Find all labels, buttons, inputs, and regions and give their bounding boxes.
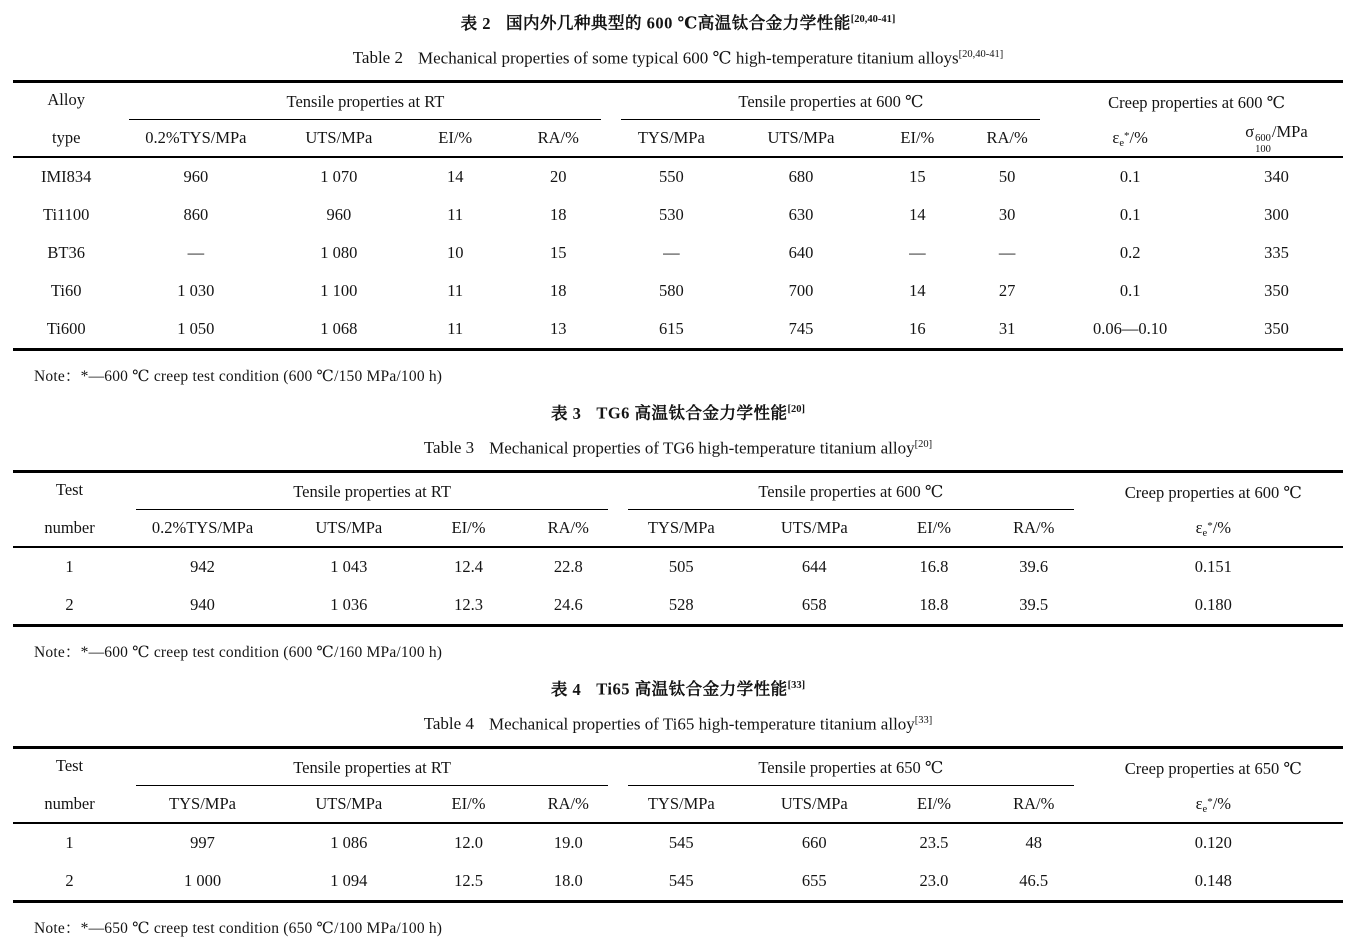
table4-col1-line2: number: [44, 794, 95, 814]
table2-group-creep-600: Creep properties at 600 ℃: [1108, 93, 1286, 113]
table-cell: 16.8: [919, 557, 949, 577]
table-cell: 1 036: [330, 595, 368, 615]
table2-col-creep-strain: $\varepsilon_e^*/\%$: [1112, 127, 1148, 149]
table-cell: 350: [1264, 319, 1289, 339]
table-cell: 0.1: [1119, 205, 1141, 225]
table-cell: 14: [446, 167, 464, 187]
table-cell: —: [663, 243, 680, 263]
table2-col-ht-ra: RA/%: [986, 128, 1028, 148]
table2-title-en: [13, 43, 1343, 70]
table-cell: 2: [65, 595, 74, 615]
table-cell: 615: [658, 319, 684, 339]
table-row: [13, 586, 1343, 626]
table-cell: 1 080: [320, 243, 358, 263]
table-row: [13, 196, 1343, 234]
table3-col-test-number: [13, 472, 126, 548]
table2-title-cn: [13, 8, 1343, 35]
table4-col1-line1: Test: [55, 756, 84, 776]
table-cell: 10: [446, 243, 464, 263]
table4-group-tensile-rt: Tensile properties at RT: [126, 748, 618, 787]
table2-en-text: Mechanical properties of some typical 600 ℃ high-temperature titanium alloys: [417, 48, 959, 68]
table3-section: [13, 398, 1343, 662]
table4-title-en: [13, 709, 1343, 736]
table3-note: Note：*—600 ℃ creep test condition (600 ℃/160 MPa/100 h): [34, 644, 443, 662]
table4-col-rt-ei: EI/%: [451, 794, 486, 814]
table4-col-ht-tys: TYS/MPa: [647, 794, 715, 814]
table4-en-text: Mechanical properties of Ti65 high-temperature titanium alloy: [488, 714, 915, 734]
table-cell: 1 000: [183, 871, 222, 891]
table-row: [13, 547, 1343, 586]
table-cell: 30: [998, 205, 1016, 225]
table4-group-creep-650: Creep properties at 650 ℃: [1124, 759, 1302, 779]
table4-en-reference: [33]: [914, 714, 933, 726]
table-cell: 528: [668, 595, 694, 615]
table-cell: 545: [668, 833, 694, 853]
table-cell: 0.1: [1119, 167, 1141, 187]
table3-en-number: Table 3: [423, 438, 475, 458]
table4-col-test-number: [13, 748, 126, 824]
table4: [13, 746, 1343, 903]
table2-col-rt-uts: UTS/MPa: [305, 128, 373, 148]
table-cell: 1 050: [177, 319, 215, 339]
table3: [13, 470, 1343, 627]
table-cell: 580: [658, 281, 684, 301]
table3-col-ht-ei: EI/%: [917, 518, 951, 538]
table-cell: 0.1: [1119, 281, 1141, 301]
table-cell: Ti600: [46, 319, 86, 339]
table-cell: 700: [788, 281, 814, 301]
table2: [13, 80, 1343, 351]
table-cell: 1 043: [330, 557, 368, 577]
table-cell: 16: [909, 319, 926, 339]
table3-en-reference: [20]: [914, 438, 933, 450]
table3-col1-line1: Test: [55, 480, 84, 500]
table-cell: 1 068: [320, 319, 358, 339]
table-row: [13, 234, 1343, 272]
table2-cn-text: 国内外几种典型的 600 ℃高温钛合金力学性能: [505, 13, 851, 33]
table-cell: 505: [668, 557, 694, 577]
table-cell: 745: [788, 319, 814, 339]
table-cell: 300: [1264, 205, 1289, 225]
table-cell: 340: [1264, 167, 1289, 187]
table-cell: 12.0: [454, 833, 483, 853]
table4-en-number: Table 4: [423, 714, 474, 734]
table4-cn-text: Ti65 高温钛合金力学性能: [596, 679, 788, 699]
table2-col-ht-tys: TYS/MPa: [637, 128, 705, 148]
table3-body: [13, 547, 1343, 626]
table2-section: [13, 8, 1343, 386]
table-cell: 27: [998, 281, 1016, 301]
table-cell: 350: [1264, 281, 1289, 301]
table-cell: 335: [1264, 243, 1289, 263]
table-cell: 0.120: [1194, 833, 1232, 853]
table2-col-ht-uts: UTS/MPa: [767, 128, 835, 148]
table2-group-tensile-rt: Tensile properties at RT: [119, 82, 611, 121]
table3-cn-text: TG6 高温钛合金力学性能: [596, 403, 788, 423]
table4-title-cn: [13, 674, 1343, 701]
table-cell: 630: [788, 205, 814, 225]
table-cell: 15: [909, 167, 926, 187]
table4-header: [13, 748, 1343, 824]
table3-col-rt-tys: 0.2%TYS/MPa: [151, 518, 254, 538]
table4-col-ht-ra: RA/%: [1013, 794, 1055, 814]
table-row: [13, 310, 1343, 350]
table3-col-rt-uts: UTS/MPa: [315, 518, 383, 538]
table4-body: [13, 823, 1343, 902]
table-row: [13, 272, 1343, 310]
table4-col-rt-uts: UTS/MPa: [315, 794, 383, 814]
table3-en-text: Mechanical properties of TG6 high-temperature titanium alloy: [489, 438, 915, 458]
table-cell: 0.06—0.10: [1093, 319, 1168, 339]
table-cell: 1 070: [320, 167, 358, 187]
table3-cn-reference: [20]: [787, 404, 806, 416]
table-cell: 1 094: [330, 871, 368, 891]
table3-col-creep-strain: $\varepsilon_e^*/\%$: [1195, 517, 1232, 539]
table-cell: IMI834: [40, 167, 92, 187]
table-cell: 1: [65, 833, 74, 853]
table-cell: 655: [801, 871, 827, 891]
table-cell: 18: [550, 205, 567, 225]
table2-col1-line1: Alloy: [47, 90, 85, 110]
table3-group-tensile-600: Tensile properties at 600 ℃: [618, 472, 1083, 511]
table-cell: 14: [909, 281, 926, 301]
table4-col-rt-ra: RA/%: [547, 794, 589, 814]
table-cell: 860: [183, 205, 209, 225]
table4-group-tensile-650: Tensile properties at 650 ℃: [618, 748, 1083, 787]
table2-col-ht-ei: EI/%: [900, 128, 935, 148]
table-row: [13, 862, 1343, 902]
table3-col-ht-uts: UTS/MPa: [780, 518, 848, 538]
table-cell: Ti1100: [42, 205, 90, 225]
table2-en-reference: [20,40-41]: [958, 48, 1004, 60]
table-cell: 20: [550, 167, 567, 187]
table-cell: 644: [801, 557, 827, 577]
table-cell: 39.5: [1019, 595, 1049, 615]
table-cell: 18.8: [919, 595, 949, 615]
table3-cn-number: 表 3: [550, 403, 582, 423]
table-cell: 960: [183, 167, 209, 187]
table4-note: Note：*—650 ℃ creep test condition (650 ℃/100 MPa/100 h): [34, 920, 443, 938]
table2-header: [13, 82, 1343, 158]
table-cell: 0.151: [1194, 557, 1232, 577]
table-cell: —: [187, 243, 205, 263]
table-cell: 0.148: [1194, 871, 1232, 891]
table-cell: 1 100: [320, 281, 358, 301]
table-cell: 12.5: [454, 871, 483, 891]
table3-col-rt-ra: RA/%: [547, 518, 589, 538]
table-cell: 11: [447, 205, 464, 225]
table-cell: 22.8: [553, 557, 583, 577]
table3-col-rt-ei: EI/%: [451, 518, 486, 538]
table-cell: 23.5: [919, 833, 949, 853]
table-cell: 658: [801, 595, 827, 615]
table-cell: 660: [801, 833, 827, 853]
table-cell: 680: [788, 167, 814, 187]
table2-col1-line2: type: [51, 128, 81, 148]
table4-section: [13, 674, 1343, 938]
table3-col-ht-ra: RA/%: [1013, 518, 1055, 538]
table3-title-en: [13, 433, 1343, 460]
table2-cn-reference: [20,40-41]: [850, 14, 896, 25]
table-cell: 12.4: [454, 557, 483, 577]
table-cell: 15: [550, 243, 567, 263]
table2-col-rt-ra: RA/%: [537, 128, 579, 148]
table-cell: 640: [788, 243, 814, 263]
table2-col-rt-tys: 0.2%TYS/MPa: [145, 128, 247, 148]
table-cell: Ti60: [50, 281, 82, 301]
table-cell: BT36: [47, 243, 85, 263]
table2-en-number: Table 2: [352, 48, 403, 68]
table-cell: 11: [447, 319, 464, 339]
table-cell: 12.3: [454, 595, 483, 615]
table-cell: 48: [1025, 833, 1042, 853]
table-cell: 24.6: [553, 595, 583, 615]
table-cell: 1: [65, 557, 74, 577]
table-cell: 31: [998, 319, 1016, 339]
table-cell: 997: [190, 833, 215, 853]
table3-col1-line2: number: [44, 518, 95, 538]
table2-note: Note：*—600 ℃ creep test condition (600 ℃/150 MPa/100 h): [34, 368, 443, 386]
table-cell: 550: [658, 167, 684, 187]
table-cell: 1 086: [330, 833, 368, 853]
table2-group-tensile-600: Tensile properties at 600 ℃: [611, 82, 1050, 121]
table3-group-creep-600: Creep properties at 600 ℃: [1124, 483, 1302, 503]
table4-col-rt-tys: TYS/MPa: [169, 794, 236, 814]
table4-col-creep-strain: $\varepsilon_e^*/\%$: [1195, 793, 1232, 815]
table-cell: 530: [658, 205, 684, 225]
table3-col-ht-tys: TYS/MPa: [647, 518, 715, 538]
table-row: [13, 823, 1343, 862]
table-cell: —: [909, 243, 926, 263]
table-row: [13, 157, 1343, 196]
table-cell: 940: [190, 595, 215, 615]
table-cell: 23.0: [919, 871, 949, 891]
table-cell: 545: [668, 871, 694, 891]
table-cell: 2: [65, 871, 74, 891]
table-cell: 0.2: [1119, 243, 1141, 263]
table-cell: 19.0: [553, 833, 583, 853]
table2-body: [13, 157, 1343, 350]
table4-cn-number: 表 4: [550, 679, 582, 699]
table4-cn-reference: [33]: [787, 680, 806, 692]
table3-title-cn: [13, 398, 1343, 425]
table-cell: 46.5: [1019, 871, 1049, 891]
table4-col-ht-uts: UTS/MPa: [780, 794, 848, 814]
table-cell: 50: [998, 167, 1016, 187]
table-cell: —: [998, 243, 1016, 263]
table-cell: 942: [190, 557, 215, 577]
table-cell: 11: [447, 281, 464, 301]
table-cell: 14: [909, 205, 926, 225]
table-cell: 0.180: [1194, 595, 1232, 615]
table2-col-creep-stress: σ 600 100 /MPa: [1245, 121, 1308, 155]
table4-col-ht-ei: EI/%: [917, 794, 951, 814]
table-cell: 13: [550, 319, 567, 339]
table-cell: 960: [326, 205, 352, 225]
table3-header: [13, 472, 1343, 548]
table-cell: 18: [550, 281, 567, 301]
table2-cn-number: 表 2: [460, 13, 491, 33]
table2-col-rt-ei: EI/%: [438, 128, 473, 148]
table-cell: 18.0: [553, 871, 583, 891]
table-cell: 1 030: [177, 281, 215, 301]
table-cell: 39.6: [1019, 557, 1049, 577]
table3-group-tensile-rt: Tensile properties at RT: [126, 472, 618, 511]
table2-col-alloy-type: [13, 82, 119, 158]
